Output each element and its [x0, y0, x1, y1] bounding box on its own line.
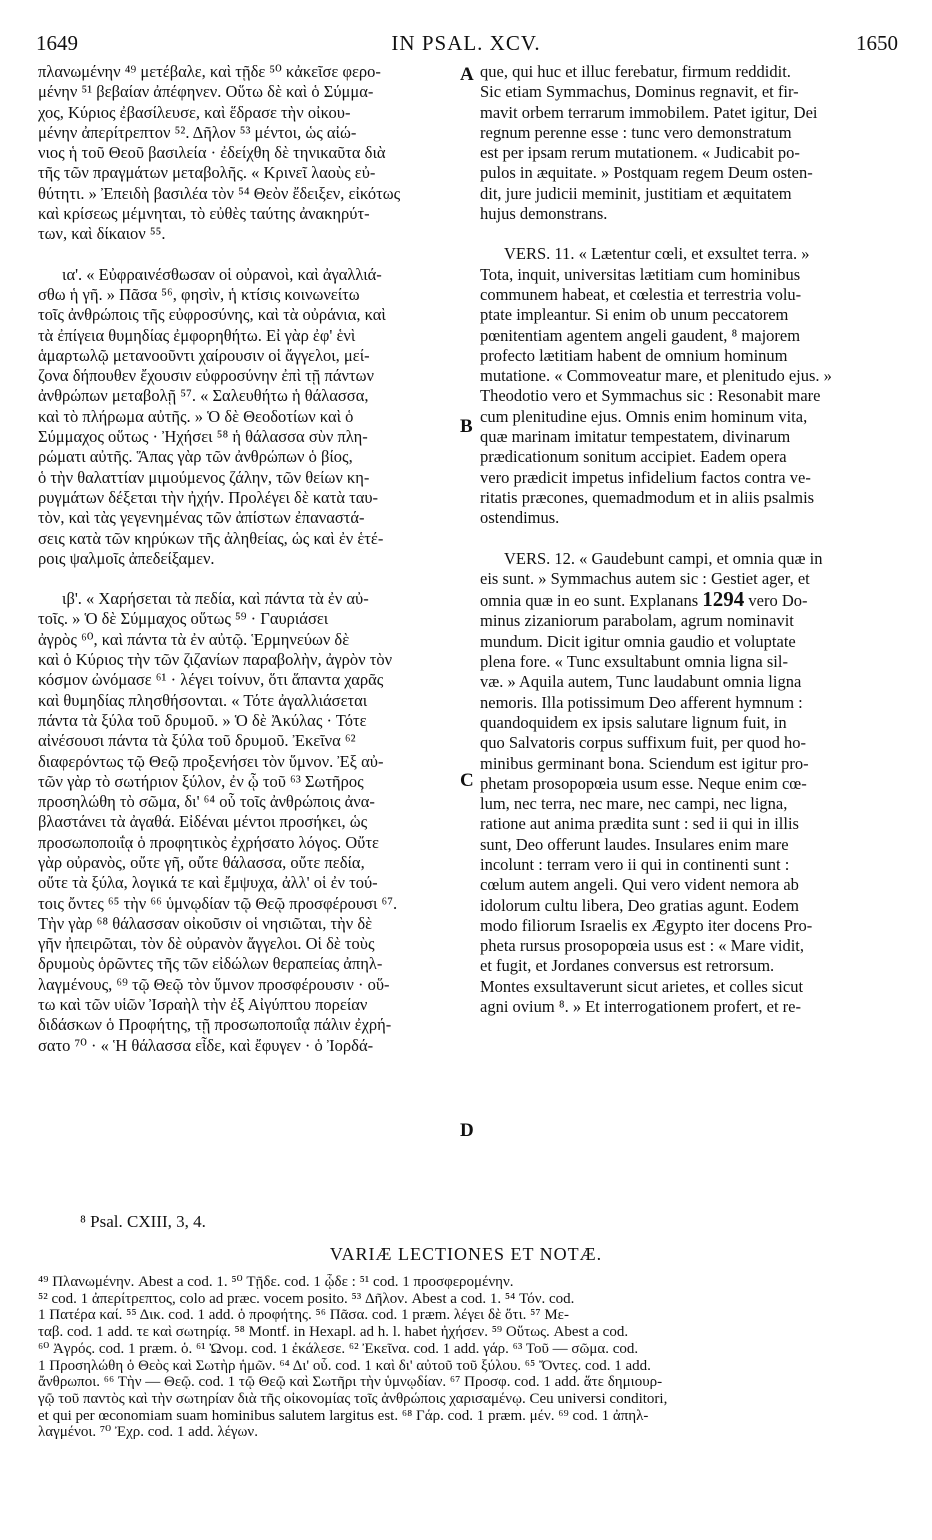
greek-line: σθω ἡ γῆ. » Πᾶσα ⁵⁶, φησὶν, ἡ κτίσις κοινωνείτω	[38, 284, 360, 304]
greek-line: αἰνέσουσι πάντα τὰ ξύλα τοῦ δρυμοῦ. Ἐκεῖνα ⁶²	[38, 731, 356, 751]
latin-paragraph	[480, 244, 896, 528]
greek-line: τὸν, καὶ τὰς γεγενημένας τῶν ἀπίστων ἐπαναστά-	[38, 508, 365, 528]
latin-paragraph	[480, 62, 896, 224]
greek-line: πάντα τὰ ξύλα τοῦ δρυμοῦ. » Ὁ δὲ Ἀκύλας · Τότε	[38, 710, 367, 730]
greek-line: κόσμον ὠνόμασε ⁶¹ · λέγει τοίνυν, ὅτι ἅπαντα χαρᾶς	[38, 670, 384, 690]
greek-line: ρυγμάτων δέξεται τὴν ἠχήν. Προλέγει δὲ κατὰ ταυ-	[38, 487, 379, 507]
variae-line: γῷ τοῦ παντὸς καὶ τὴν σωτηρίαν διὰ τῆς οἰκονομίας τοῖς ἀνθρώποις χαρισαμένῳ. Ceu universi conditori,	[38, 1390, 668, 1407]
greek-line: καὶ κρίσεως μέμνηται, τὸ εὐθὲς ταύτης ἀνακηρύτ-	[38, 204, 370, 224]
variae-line: ἄνθρωποι. ⁶⁶ Τὴν — Θεῷ. cod. 1 τῷ Θεῷ καὶ Σωτῆρι τὴν ὑμνῳδίαν. ⁶⁷ Προσφ. cod. 1 add. ἅτε δημιουρ-	[38, 1374, 663, 1391]
latin-line: prædicationum sonitum accipiet. Eadem opera	[480, 447, 787, 467]
latin-line: ratione aut anima prædita sunt : sed ii qui in illis	[480, 814, 799, 834]
latin-line: que, qui huc et illuc ferebatur, firmum reddidit.	[480, 62, 791, 81]
latin-line: ptate impleantur. Si enim ob unum peccatorem	[480, 305, 789, 325]
greek-line: θύτητι. » Ἐπειδὴ βασιλέα τὸν ⁵⁴ Θεὸν ἔδειξεν, εἰκότως	[38, 183, 401, 203]
greek-line: ἁμαρτωλῷ μετανοοῦντι χαίρουσιν οἱ ἄγγελοι, μεί-	[38, 345, 370, 365]
greek-line: τοις ὄντες ⁶⁵ τὴν ⁶⁶ ὑμνῳδίαν τῷ Θεῷ προσφέρουσι ⁶⁷.	[38, 893, 398, 913]
latin-line: minibus germinant bona. Sciendum est igitur pro-	[480, 753, 809, 773]
latin-line: cum plenitudine ejus. Omnis enim hominum vita,	[480, 406, 808, 426]
greek-line: τοῖς ἀνθρώποις τῆς εὐφροσύνης, καὶ τὰ οὐράνια, καὶ	[38, 305, 386, 325]
variae-line: λαγμένοι. ⁷⁰ Ἐχρ. cod. 1 add. λέγων.	[38, 1424, 258, 1441]
greek-paragraph	[38, 589, 458, 1056]
greek-line: τῶν γὰρ τὸ σωτήριον ξύλον, ἐν ᾧ τοῦ ⁶³ Σωτῆρος	[38, 771, 364, 791]
greek-paragraph	[38, 265, 458, 569]
latin-line: idolorum cultu libera, Deo gratias agunt. Eodem	[480, 895, 799, 915]
latin-line: Theodotio vero et Symmachus sic : Resonabit mare	[480, 386, 821, 406]
latin-line: profecto lætitiam habent de omnium hominum	[480, 345, 788, 365]
greek-line: ζονα δήπουθεν ἔχουσιν εὐφροσύνην ἐπὶ τῇ πάντων	[38, 366, 374, 386]
greek-line: ἀγρὸς ⁶⁰, καὶ πάντα τὰ ἐν αὐτῷ. Ἑρμηνεύων δὲ	[38, 629, 350, 649]
greek-line: καὶ ὁ Κύριος τὴν τῶν ζιζανίων παραβολὴν, ἀγρὸν τὸν	[38, 650, 393, 670]
variae-line: ⁶⁰ Ἀγρός. cod. 1 præm. ὁ. ⁶¹ Ὠνομ. cod. 1 ἐκάλεσε. ⁶² Ἐκεῖνα. cod. 1 add. γάρ. ⁶³ Τοῦ — σῶμα. cod.	[38, 1340, 639, 1357]
variae-line: et qui per œconomiam suam hominibus salutem largitus est. ⁶⁸ Γάρ. cod. 1 præm. μέν. ⁶⁹ cod. 1 ἀπηλ-	[38, 1407, 649, 1424]
greek-line: ὁ τὴν θαλαττίαν μιμούμενος ζάλην, τῶν θείων κη-	[38, 467, 370, 487]
margin-letter-c: C	[460, 770, 474, 791]
latin-line: phetam prosopopœia usum esse. Neque enim cœ-	[480, 773, 807, 793]
variae-line: ⁵² cod. 1 ἀπερίτρεπτος, colo ad præc. vocem posito. ⁵³ Δῆλον. Abest a cod. 1. ⁵⁴ Τόν. cod.	[38, 1290, 575, 1307]
greek-line: γὰρ οὐρανὸς, οὔτε γῆ, οὔτε θάλασσα, οὔτε πεδία,	[38, 852, 365, 872]
greek-line: τῆς τῶν πραγμάτων μεταβολῆς. « Κρινεῖ λαοὺς εὐ-	[38, 163, 376, 183]
latin-line: agni ovium ⁸. » Et interrogationem profert, et re-	[480, 997, 801, 1017]
latin-line: cœlum autem angeli. Qui vero vident nemora ab	[480, 875, 799, 895]
greek-line: πλανωμένην ⁴⁹ μετέβαλε, καὶ τῇδε ⁵⁰ κἀκεῖσε φερο-	[38, 62, 381, 81]
latin-line: pulos in æquitate. » Postquam regem Deum osten-	[480, 163, 813, 183]
greek-line: οὔτε τὰ ξύλα, λογικά τε καὶ ἔμψυχα, ἀλλ' οἱ ἐν τού-	[38, 873, 378, 893]
latin-line: ostendimus.	[480, 508, 560, 528]
greek-line: καὶ θυμηδίας πλησθήσονται. « Τότε ἀγαλλιάσεται	[38, 690, 368, 710]
latin-line: mundum. Dicit igitur omnia gaudio et voluptate	[480, 631, 796, 651]
latin-line: est per ipsam rerum mutationem. « Judicabit po-	[480, 143, 800, 163]
latin-line: Sic etiam Symmachus, Dominus regnavit, et fir-	[480, 82, 799, 102]
latin-line: regnum perenne esse : tunc vero demonstratum	[480, 122, 792, 142]
greek-line: διδάσκων ὁ Προφήτης, τῇ προσωποποιΐᾳ πάλιν ἐχρή-	[38, 1015, 392, 1035]
variae-lectiones-title: VARIÆ LECTIONES ET NOTÆ.	[329, 1244, 603, 1264]
margin-letter-d: D	[460, 1120, 474, 1141]
latin-line: VERS. 11. « Lætentur cœli, et exsultet terra. »	[504, 244, 810, 264]
page-number-left: 1649	[36, 31, 78, 55]
greek-column	[38, 62, 458, 1056]
latin-line: lum, nec terra, nec mare, nec campi, nec ligna,	[480, 794, 788, 814]
margin-letter-a: A	[460, 64, 474, 85]
latin-line: VERS. 12. « Gaudebunt campi, et omnia quæ in	[504, 548, 823, 568]
greek-line: νιος ἡ τοῦ Θεοῦ βασιλεία · ἐδείχθη δὲ τηνικαῦτα διὰ	[38, 143, 386, 163]
latin-line: pœnitentiam agentem angeli gaudent, ⁸ majorem	[480, 325, 801, 345]
greek-paragraph	[38, 62, 458, 245]
greek-line: Σύμμαχος οὕτως · Ἠχήσει ⁵⁸ ἡ θάλασσα σὺν πλη-	[38, 427, 368, 447]
latin-column	[480, 62, 896, 1017]
latin-line: quo Salvatoris corpus suffixum fuit, per quod ho-	[480, 733, 806, 753]
greek-line: τω καὶ τῶν υἱῶν Ἰσραὴλ τὴν ἐξ Αἰγύπτου πορείαν	[38, 995, 368, 1015]
latin-line: pheta rursus prosopopœia usus est : « Mare vidit,	[480, 936, 804, 956]
latin-line: dit, jure judicii meminit, justitiam et æquitatem	[480, 183, 792, 203]
variae-line: ⁴⁹ Πλανωμένην. Abest a cod. 1. ⁵⁰ Τῇδε. cod. 1 ᾧδε : ⁵¹ cod. 1 προσφερομένην.	[38, 1274, 514, 1290]
latin-line: nemoris. Illa potissimum Deo afferent hymnum :	[480, 692, 803, 712]
latin-line: minus zizaniorum parabolam, agrum nominavit	[480, 611, 794, 631]
greek-line: των, καὶ δίκαιον ⁵⁵.	[38, 224, 166, 244]
latin-line: incolunt : terram vero ii qui in continenti sunt :	[480, 854, 790, 874]
variae-line: ταβ. cod. 1 add. τε καὶ σωτηρίᾳ. ⁵⁸ Montf. in Hexapl. ad h. l. habet ἠχήσεν. ⁵⁹ Οὕτως. Abest a cod.	[38, 1324, 629, 1341]
greek-line: μένην ἀπερίτρεπτον ⁵². Δῆλον ⁵³ μέντοι, ὡς αἰώ-	[38, 122, 357, 142]
latin-line: eis sunt. » Symmachus autem sic : Gestiet ager, et	[480, 568, 810, 588]
greek-line: ιβ'. « Χαρήσεται τὰ πεδία, καὶ πάντα τὰ ἐν αὐ-	[62, 589, 369, 609]
latin-line: Montes exsultaverunt sicut arietes, et colles sicut	[480, 976, 804, 996]
latin-paragraph	[480, 549, 896, 1018]
greek-line: Τὴν γὰρ ⁶⁸ θάλασσαν οἰκοῦσιν οἱ νησιῶται, τὴν δὲ	[38, 913, 373, 933]
latin-line: quandoquidem ex ipsis salutare lignum fuit, in	[480, 712, 787, 732]
latin-line: plena fore. « Tunc exsultabunt omnia ligna sil-	[480, 652, 788, 672]
greek-line: σεις κατὰ τῶν κηρύκων τῆς ἀληθείας, ὡς καὶ ἐν ἑτέ-	[38, 528, 384, 548]
greek-line: μένην ⁵¹ βεβαίαν ἀπέφηνεν. Οὕτω δὲ καὶ ὁ Σύμμα-	[38, 82, 374, 102]
margin-letter-b: B	[460, 416, 473, 437]
latin-line: væ. » Aquila autem, Tunc laudabunt omnia ligna	[480, 672, 802, 692]
greek-line: δρυμοὺς ὁρῶντες τῆς τῶν εἰδώλων θεραπείας ἀπηλ-	[38, 954, 383, 974]
greek-line: γῆν ἠπειρῶται, τὸν δὲ οὐρανὸν ἄγγελοι. Οἱ δὲ τοὺς	[38, 934, 375, 954]
greek-line: ια'. « Εὐφραινέσθωσαν οἱ οὐρανοὶ, καὶ ἀγαλλιά-	[62, 264, 382, 284]
latin-line: mavit orbem terrarum immobilem. Patet igitur, Dei	[480, 102, 818, 122]
column-number-marker: 1294	[702, 589, 745, 612]
latin-line: omnia quæ in eo sunt. Explanans 1294 vero Do-	[480, 589, 808, 612]
greek-line: προσωποποιΐᾳ ὁ προφητικὸς ἐχρήσατο λόγος. Οὔτε	[38, 832, 379, 852]
greek-line: διαφερόντως τῷ Θεῷ προξενήσει τὸν ὕμνον. Ἐξ αὐ-	[38, 751, 384, 771]
greek-line: τὰ ἐπίγεια θυμηδίας ἐμφορηθήτω. Εἰ γὰρ ἐφ' ἑνὶ	[38, 325, 356, 345]
greek-line: χος, Κύριος ἐβασίλευσε, καὶ ἕδρασε τὴν οἰκου-	[38, 102, 351, 122]
latin-line: et fugit, et Jordanes conversus est retrorsum.	[480, 956, 775, 976]
greek-line: λαγμένους, ⁶⁹ τῷ Θεῷ τὸν ὕμνον προσφέρουσιν · οὕ-	[38, 974, 390, 994]
greek-line: σατο ⁷⁰ · « Ἡ θάλασσα εἶδε, καὶ ἔφυγεν · ὁ Ἰορδά-	[38, 1035, 374, 1055]
variae-line: 1 Προσηλώθη ὁ Θεὸς καὶ Σωτὴρ ἡμῶν. ⁶⁴ Δι' οὗ. cod. 1 καὶ δι' αὐτοῦ τοῦ ξύλου. ⁶⁵ Ὄντες. cod. 1 add.	[38, 1357, 651, 1374]
latin-line: vero prædicit impetus infidelium factos contra ve-	[480, 467, 811, 487]
greek-line: τοῖς. » Ὁ δὲ Σύμμαχος οὕτως ⁵⁹ · Γαυριάσει	[38, 609, 329, 629]
variae-line: 1 Πατέρα καί. ⁵⁵ Δικ. cod. 1 add. ὁ προφήτης. ⁵⁶ Πᾶσα. cod. 1 præm. λέγει δὲ ὅτι. ⁵⁷ Με-	[38, 1307, 569, 1324]
latin-line: modo filiorum Israelis ex Ægypto iter docens Pro-	[480, 915, 813, 935]
latin-line: mutatione. « Commoveatur mare, et plenitudo ejus. »	[480, 366, 832, 386]
greek-line: βλαστάνει τὰ ἀγαθά. Εἰδέναι μέντοι προσήκει, ὡς	[38, 812, 368, 832]
running-title: IN PSAL. XCV.	[391, 31, 541, 55]
greek-line: προσηλώθη τὸ σῶμα, δι' ⁶⁴ οὗ τοῖς ἀνθρώποις ἀνα-	[38, 792, 375, 812]
latin-line: quæ marinam imitatur tempestatem, divinarum	[480, 427, 791, 447]
page-number-right: 1650	[856, 31, 898, 55]
greek-line: καὶ τὸ πλήρωμα αὐτῆς. » Ὁ δὲ Θεοδοτίων καὶ ὁ	[38, 406, 354, 426]
latin-line: Tota, inquit, universitas lætitiam cum hominibus	[480, 264, 801, 284]
variae-lectiones-notes	[38, 1274, 896, 1441]
greek-line: ροις ψαλμοῖς ἀπεδείξαμεν.	[38, 548, 215, 568]
latin-line: communem habeat, et cœlestia et terrestria volu-	[480, 284, 802, 304]
latin-line: ritatis præcones, quemadmodum et in aliis psalmis	[480, 487, 815, 507]
scripture-footnote: ⁸ Psal. CXIII, 3, 4.	[80, 1212, 206, 1231]
greek-line: ἀνθρώπων μεταβολῇ ⁵⁷. « Σαλευθήτω ἡ θάλασσα,	[38, 386, 369, 406]
latin-line: sunt, Deo offerunt laudes. Insulares enim mare	[480, 834, 789, 854]
latin-line: hujus demonstrans.	[480, 204, 608, 224]
greek-line: ρώματι αὐτῆς. Ἅπας γὰρ τῶν ἀνθρώπων ὁ βίος,	[38, 447, 353, 467]
